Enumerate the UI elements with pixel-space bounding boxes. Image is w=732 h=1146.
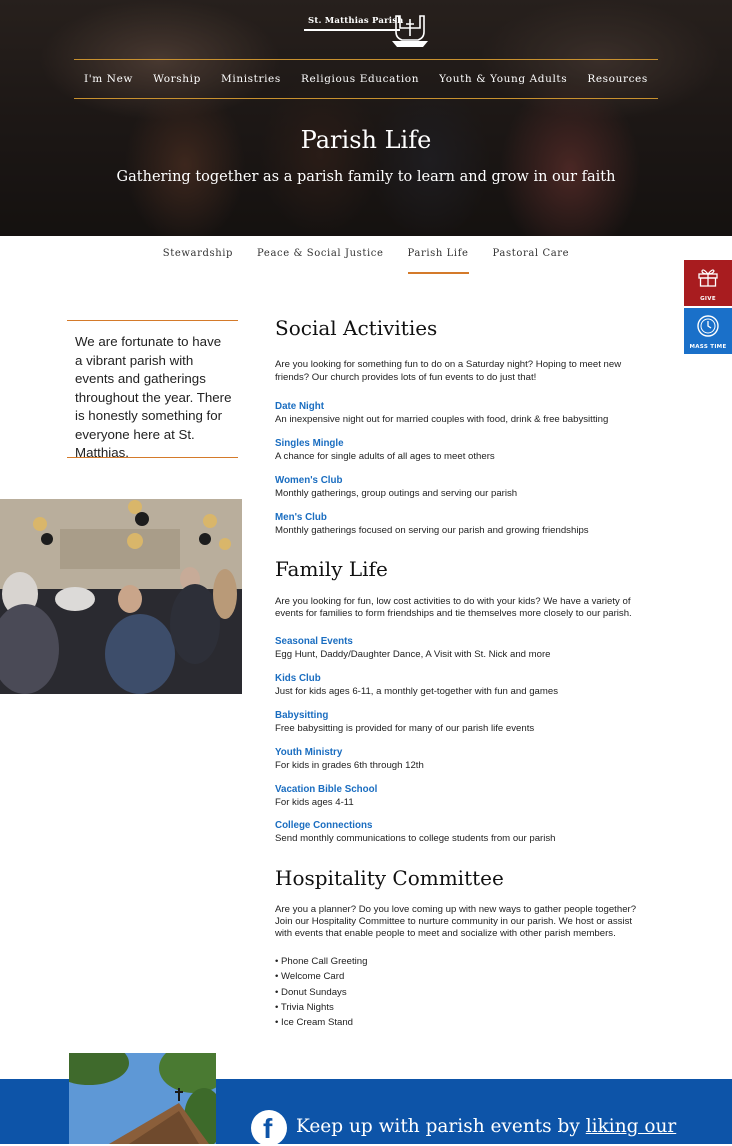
link-vacation-bible-school[interactable]: Vacation Bible School <box>275 784 378 795</box>
item-description: Send monthly communications to college students from our parish <box>275 833 556 844</box>
event-photo <box>0 499 242 694</box>
facebook-cta-text: Keep up with parish events by <box>296 1116 586 1137</box>
gift-icon <box>697 266 719 288</box>
list-item <box>275 396 608 426</box>
event-photo-illustration <box>0 499 242 694</box>
bullet-item: • Welcome Card <box>275 971 345 982</box>
link-seasonal-events[interactable]: Seasonal Events <box>275 636 353 647</box>
hospitality-intro-line-2: Join our Hospitality Committee to nurture community in our parish. We host or assist <box>275 916 633 927</box>
nav-im-new[interactable]: I'm New <box>84 73 133 85</box>
facebook-icon[interactable]: f <box>251 1110 287 1146</box>
item-description: A chance for single adults of all ages to meet others <box>275 451 495 462</box>
family-intro-line-1: Are you looking for fun, low cost activities to do with your kids? We have a variety of <box>275 596 631 607</box>
list-item <box>275 742 424 772</box>
item-description: An inexpensive night out for married couples with food, drink & free babysitting <box>275 414 609 425</box>
nav-worship[interactable]: Worship <box>153 73 201 85</box>
facebook-cta <box>296 1116 676 1137</box>
section-subnav <box>0 236 732 276</box>
facebook-like-link[interactable]: liking our <box>585 1116 677 1137</box>
link-kids-club[interactable]: Kids Club <box>275 673 321 684</box>
list-item <box>275 668 558 698</box>
item-description: Just for kids ages 6-11, a monthly get-together with fun and games <box>275 686 558 697</box>
list-item <box>275 705 534 735</box>
item-description: Egg Hunt, Daddy/Daughter Dance, A Visit with St. Nick and more <box>275 649 551 660</box>
link-mens-club[interactable]: Men's Club <box>275 512 327 523</box>
nav-resources[interactable]: Resources <box>587 73 648 85</box>
nav-religious-education[interactable]: Religious Education <box>300 73 420 85</box>
give-button[interactable] <box>684 260 732 306</box>
nav-ministries[interactable]: Ministries <box>221 73 281 85</box>
nav-youth-young-adults[interactable]: Youth & Young Adults <box>439 73 568 85</box>
list-item <box>275 507 589 537</box>
list-item <box>275 470 517 500</box>
subnav-stewardship[interactable]: Stewardship <box>162 248 234 259</box>
site-logo[interactable] <box>302 12 430 48</box>
church-photo-illustration <box>69 1053 216 1144</box>
clock-icon <box>696 314 720 338</box>
sidebar-quote: We are fortunate to have a vibrant parish with events and gatherings throughout the year. There is honestly something for everyone here at St. Matthias. <box>67 320 238 458</box>
item-description: For kids in grades 6th through 12th <box>275 760 424 771</box>
social-intro-line-2: friends? Our church provides lots of fun events to do just that! <box>275 372 537 383</box>
hero-banner <box>0 0 732 236</box>
bullet-item: • Trivia Nights <box>275 1002 334 1013</box>
bullet-item: • Phone Call Greeting <box>275 956 368 967</box>
family-intro-line-2: events for families to form friendships and tie themselves more closely to our parish. <box>275 608 632 619</box>
mass-time-button[interactable] <box>684 308 732 354</box>
heading-social-activities: Social Activities <box>275 316 438 340</box>
link-youth-ministry[interactable]: Youth Ministry <box>275 747 343 758</box>
link-date-night[interactable]: Date Night <box>275 401 324 412</box>
subnav-peace-social-justice[interactable]: Peace & Social Justice <box>257 248 384 259</box>
church-logo-icon <box>390 14 430 48</box>
hospitality-intro-line-1: Are you a planner? Do you love coming up with new ways to gather people together? <box>275 904 637 915</box>
bullet-item: • Ice Cream Stand <box>275 1017 354 1028</box>
item-description: Monthly gatherings focused on serving our parish and growing friendships <box>275 525 589 536</box>
heading-family-life: Family Life <box>275 557 388 581</box>
church-photo <box>69 1053 216 1144</box>
link-college-connections[interactable]: College Connections <box>275 820 373 831</box>
social-intro-line-1: Are you looking for something fun to do on a Saturday night? Hoping to meet new <box>275 359 622 370</box>
subnav-pastoral-care[interactable]: Pastoral Care <box>492 248 570 259</box>
list-item <box>275 433 495 463</box>
link-singles-mingle[interactable]: Singles Mingle <box>275 438 344 449</box>
subnav-parish-life[interactable]: Parish Life <box>396 236 481 274</box>
item-description: Monthly gatherings, group outings and serving our parish <box>275 488 518 499</box>
link-womens-club[interactable]: Women's Club <box>275 475 343 486</box>
logo-text: St. Matthias Parish <box>308 16 404 26</box>
page-title: Parish Life <box>300 126 432 154</box>
bullet-item: • Donut Sundays <box>275 987 347 998</box>
list-item <box>275 779 377 809</box>
logo-underline <box>304 29 400 31</box>
link-babysitting[interactable]: Babysitting <box>275 710 329 721</box>
give-label: GIVE <box>700 296 716 302</box>
list-item <box>275 631 551 661</box>
item-description: Free babysitting is provided for many of our parish life events <box>275 723 535 734</box>
hospitality-intro-line-3: with events that enable people to meet and socialize with other parish members. <box>275 928 616 939</box>
mass-time-label: MASS TIME <box>689 344 727 350</box>
heading-hospitality-committee: Hospitality Committee <box>275 866 504 890</box>
item-description: For kids ages 4-11 <box>275 797 354 808</box>
main-nav <box>74 59 658 99</box>
page-subtitle: Gathering together as a parish family to learn and grow in our faith <box>116 169 616 185</box>
list-item <box>275 815 556 845</box>
